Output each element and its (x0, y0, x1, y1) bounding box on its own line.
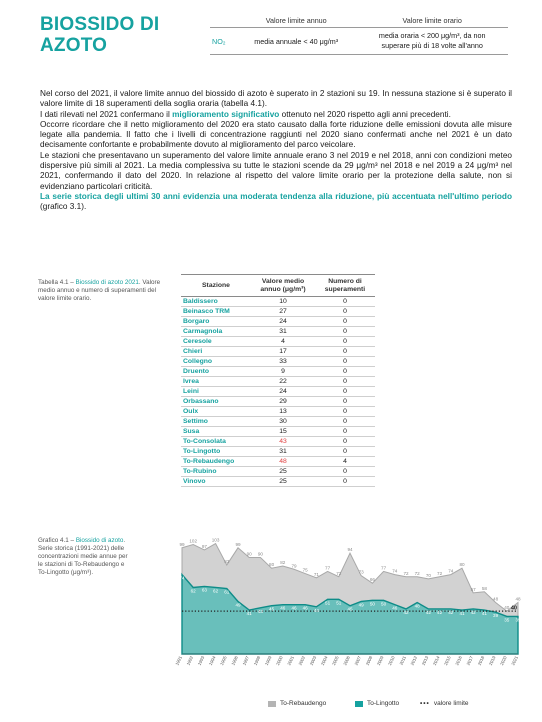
station-exceedances: 0 (315, 357, 375, 367)
lingotto-value-label: 45 (347, 606, 353, 612)
station-mean: 25 (251, 467, 315, 477)
legend-lingotto-swatch (355, 701, 363, 707)
paragraph-5-highlight: La serie storica degli ultimi 30 anni evidenzia una moderata tendenza alla riduzione, più accentuata nell'ultimo periodo (40, 191, 512, 201)
x-tick-label: 2014 (431, 655, 441, 667)
limit-label: 40 (510, 605, 517, 612)
lingotto-value-label: 39 (493, 613, 499, 619)
legend-limit-swatch: ••• (420, 700, 430, 707)
rebaudengo-value-label: 71 (313, 571, 319, 577)
paragraph-3: Occorre ricordare che il netto miglioramento del 2020 era stato causato dalla forte riduzione delle emissioni dovuta alle misure legate alla pandemia. Il fatto che i livelli di concentrazione raggiunti nel 2020 siano confermati anche nel 2021 è un dato decisamente confortante e probabilmente dovuto al miglioramento del parco veicolare. (40, 119, 512, 150)
station-mean: 31 (251, 327, 315, 337)
rebaudengo-value-label: 80 (269, 562, 275, 568)
x-tick-label: 2001 (286, 655, 295, 667)
station-exceedances: 0 (315, 447, 375, 457)
table-row (181, 477, 375, 487)
lingotto-value-label: 41 (481, 611, 487, 617)
station-name: Susa (181, 427, 251, 437)
station-mean: 4 (251, 337, 315, 347)
station-exceedances: 0 (315, 327, 375, 337)
legend-rebaudengo (268, 700, 326, 707)
station-mean: 25 (251, 477, 315, 487)
station-exceedances: 0 (315, 397, 375, 407)
table-row (181, 347, 375, 357)
station-name: Beinasco TRM (181, 307, 251, 317)
table-row (181, 437, 375, 447)
rebaudengo-value-label: 83 (224, 558, 230, 564)
rebaudengo-value-label: 82 (280, 560, 286, 566)
station-name: Carmagnola (181, 327, 251, 337)
body-text (40, 89, 512, 213)
lingotto-value-label: 49 (235, 602, 241, 608)
rebaudengo-value-label: 77 (381, 565, 387, 571)
paragraph-5 (40, 192, 512, 213)
table-row (181, 467, 375, 477)
station-exceedances: 0 (315, 427, 375, 437)
lingotto-value-label: 46 (302, 605, 308, 611)
station-name: To-Consolata (181, 437, 251, 447)
paragraph-4: Le stazioni che presentavano un superamento del valore limite annuale erano 3 nel 2019 e nel 2018, anni con condizioni meteo dispersive più simili al 2021. La media complessiva su tutte le stazioni scende da 29 μg/m³ nel 2018 e nel 2019 a 24 μg/m³ nel 2021, confermando il dato del 2020. In relazione al rispetto del valore limite orario per la protezione della salute, non si evidenziano particolari criticità. (40, 150, 512, 191)
rebaudengo-value-label: 94 (347, 547, 353, 553)
chart-caption (38, 537, 130, 577)
chart-legend (268, 700, 508, 712)
x-tick-label: 1997 (241, 655, 251, 667)
limits-hourly-line-1: media oraria < 200 μg/m³, da non (378, 31, 486, 40)
col-exceedances (315, 275, 375, 297)
station-exceedances: 0 (315, 317, 375, 327)
x-tick-label: 1992 (185, 655, 195, 667)
limits-pollutant: NO₂ (210, 28, 236, 55)
table-row (181, 387, 375, 397)
station-exceedances: 0 (315, 307, 375, 317)
stations-table (181, 274, 375, 487)
col-exc-line-1: Numero di (328, 277, 362, 285)
station-mean: 10 (251, 297, 315, 307)
legend-rebaudengo-swatch (268, 701, 276, 707)
paragraph-2 (40, 110, 512, 120)
limits-header-hourly: Valore limite orario (356, 14, 508, 28)
lingotto-value-label: 62 (213, 588, 219, 594)
table-row (181, 357, 375, 367)
rebaudengo-value-label: 75 (302, 567, 308, 573)
station-exceedances: 0 (315, 467, 375, 477)
rebaudengo-value-label: 40 (504, 605, 510, 611)
x-tick-label: 2005 (331, 655, 340, 667)
col-mean (251, 275, 315, 297)
lingotto-value-label: 62 (190, 588, 196, 594)
legend-limit (420, 700, 469, 707)
station-name: Ceresole (181, 337, 251, 347)
table-row (181, 377, 375, 387)
chart-caption-accent: Biossido di azoto (75, 537, 124, 544)
x-tick-label: 2018 (476, 655, 486, 667)
station-mean: 24 (251, 317, 315, 327)
lingotto-value-label: 42 (470, 609, 476, 615)
page-title: BIOSSIDO DI AZOTO (40, 14, 160, 56)
lingotto-value-label: 42 (437, 609, 443, 615)
rebaudengo-value-label: 90 (257, 551, 263, 557)
rebaudengo-value-label: 72 (403, 570, 409, 576)
station-mean: 43 (251, 437, 315, 447)
x-tick-label: 2006 (342, 655, 351, 667)
chart-caption-label: Grafico 4.1 – (38, 537, 76, 544)
x-tick-label: 2003 (308, 655, 318, 667)
stations-table-body (181, 297, 375, 487)
lingotto-value-label: 42 (448, 609, 454, 615)
station-name: Leini (181, 387, 251, 397)
col-mean-line-2: annuo (μg/m³) (260, 285, 306, 293)
x-tick-label: 2019 (487, 655, 497, 667)
x-tick-label: 2021 (510, 655, 519, 667)
table-caption-text: . Valore medio annuo e numero di superamenti del valore limite orario. (38, 279, 161, 302)
lingotto-value-label: 41 (246, 611, 252, 617)
station-mean: 13 (251, 407, 315, 417)
lingotto-value-label: 46 (392, 605, 398, 611)
station-mean: 15 (251, 427, 315, 437)
lingotto-value-label: 35 (515, 617, 521, 623)
x-tick-label: 1993 (196, 655, 206, 667)
col-station: Stazione (181, 275, 251, 297)
station-exceedances: 0 (315, 387, 375, 397)
lingotto-value-label: 63 (201, 587, 207, 593)
station-name: Borgaro (181, 317, 251, 327)
station-mean: 9 (251, 367, 315, 377)
station-exceedances: 0 (315, 417, 375, 427)
lingotto-value-label: 46 (280, 605, 286, 611)
rebaudengo-value-label: 79 (291, 563, 297, 569)
x-tick-label: 2013 (420, 655, 430, 667)
lingotto-value-label: 51 (325, 600, 331, 606)
rebaudengo-value-label: 73 (358, 569, 364, 575)
station-name: Orbassano (181, 397, 251, 407)
lingotto-value-label: 44 (313, 607, 319, 613)
x-tick-label: 1996 (230, 655, 239, 667)
lingotto-value-label: 42 (425, 609, 431, 615)
x-tick-label: 2012 (409, 655, 419, 667)
rebaudengo-value-label: 99 (179, 541, 185, 547)
station-mean: 30 (251, 417, 315, 427)
table-row (181, 427, 375, 437)
station-name: Settimo (181, 417, 251, 427)
lingotto-value-label: 45 (269, 606, 275, 612)
station-name: To-Lingotto (181, 447, 251, 457)
chart-caption-text: . Serie storica (1991-2021) delle concentrazioni medie annue per le stazioni di To-Rebaudengo e To-Lingotto (μg/m³). (38, 537, 128, 576)
lingotto-value-label: 42 (403, 609, 409, 615)
rebaudengo-value-label: 77 (325, 565, 331, 571)
rebaudengo-value-label: 97 (201, 543, 207, 549)
station-mean: 24 (251, 387, 315, 397)
station-exceedances: 0 (315, 367, 375, 377)
lingotto-value-label: 51 (336, 600, 342, 606)
x-tick-label: 1998 (252, 655, 262, 667)
lingotto-value-label: 50 (381, 601, 387, 607)
x-tick-label: 2015 (443, 655, 452, 667)
station-mean: 22 (251, 377, 315, 387)
x-tick-label: 1999 (263, 655, 273, 667)
table-row (181, 397, 375, 407)
lingotto-value-label: 43 (257, 608, 263, 614)
x-tick-label: 2017 (465, 655, 475, 667)
station-name: Baldissero (181, 297, 251, 307)
table-row (181, 447, 375, 457)
x-tick-label: 2000 (275, 655, 284, 667)
lingotto-value-label: 61 (224, 589, 230, 595)
rebaudengo-value-label: 74 (448, 568, 454, 574)
station-exceedances: 0 (315, 437, 375, 447)
table-row (181, 307, 375, 317)
station-exceedances: 0 (315, 407, 375, 417)
x-tick-label: 1994 (207, 655, 217, 667)
lingotto-value-label: 35 (504, 617, 510, 623)
station-exceedances: 0 (315, 337, 375, 347)
rebaudengo-value-label: 72 (414, 570, 420, 576)
col-exc-line-2: superamenti (324, 285, 366, 293)
x-tick-label: 2008 (364, 655, 374, 667)
lingotto-value-label: 74 (179, 575, 185, 581)
lingotto-value-label: 46 (291, 605, 297, 611)
station-exceedances: 0 (315, 297, 375, 307)
no2-history-chart (174, 534, 522, 684)
x-tick-label: 2009 (375, 655, 385, 667)
x-tick-label: 2007 (353, 655, 363, 667)
station-name: Vinovo (181, 477, 251, 487)
rebaudengo-value-label: 99 (235, 541, 241, 547)
table-row (181, 457, 375, 467)
limits-header-annual: Valore limite annuo (236, 14, 356, 28)
station-name: Chieri (181, 347, 251, 357)
table-row (181, 317, 375, 327)
table-row (181, 367, 375, 377)
legend-limit-label: valore limite (433, 700, 469, 707)
rebaudengo-value-label: 48 (493, 596, 499, 602)
limits-hourly-line-2: superare più di 18 volte all'anno (381, 41, 483, 50)
table-row (181, 407, 375, 417)
station-name: Collegno (181, 357, 251, 367)
station-name: Druento (181, 367, 251, 377)
rebaudengo-value-label: 66 (369, 577, 375, 583)
x-tick-label: 2016 (454, 655, 463, 667)
lingotto-value-label: 50 (369, 601, 375, 607)
rebaudengo-value-label: 80 (459, 562, 465, 568)
legend-lingotto (355, 700, 399, 707)
station-exceedances: 0 (315, 347, 375, 357)
rebaudengo-value-label: 102 (189, 538, 198, 544)
x-tick-label: 2011 (398, 655, 407, 666)
table-caption-accent: Biossido di azoto 2021 (75, 279, 139, 286)
x-tick-label: 2010 (387, 655, 396, 667)
station-mean: 17 (251, 347, 315, 357)
rebaudengo-value-label: 48 (515, 596, 521, 602)
rebaudengo-value-label: 70 (425, 572, 431, 578)
x-tick-label: 2002 (297, 655, 307, 667)
rebaudengo-value-label: 103 (211, 537, 220, 543)
station-mean: 33 (251, 357, 315, 367)
station-mean: 29 (251, 397, 315, 407)
station-exceedances: 0 (315, 477, 375, 487)
paragraph-5b: (grafico 3.1). (40, 202, 87, 212)
table-caption (38, 279, 168, 303)
lingotto-value-label: 49 (358, 602, 364, 608)
station-name: To-Rubino (181, 467, 251, 477)
lingotto-value-label: 41 (459, 611, 465, 617)
paragraph-1: Nel corso del 2021, il valore limite annuo del biossido di azoto è superato in 2 stazioni su 19. In nessuna stazione si è superato il valore limite di 18 superamenti della soglia oraria (tabella 4.1). (40, 89, 512, 109)
paragraph-2a: I dati rilevati nel 2021 confermano il (40, 109, 173, 119)
paragraph-2c: ottenuto nel 2020 rispetto agli anni precedenti. (279, 109, 451, 119)
station-name: To-Rebaudengo (181, 457, 251, 467)
station-mean: 31 (251, 447, 315, 457)
limits-header-blank (210, 14, 236, 28)
legend-rebaudengo-label: To-Rebaudengo (280, 700, 327, 707)
col-mean-line-1: Valore medio (261, 277, 305, 285)
paragraph-2-highlight: miglioramento significativo (172, 109, 280, 119)
rebaudengo-value-label: 72 (336, 570, 342, 576)
x-tick-label: 1991 (174, 655, 183, 667)
station-exceedances: 4 (315, 457, 375, 467)
rebaudengo-value-label: 74 (392, 568, 398, 574)
rebaudengo-value-label: 58 (481, 585, 487, 591)
legend-lingotto-label: To-Lingotto (367, 700, 400, 707)
x-tick-label: 1995 (219, 655, 228, 667)
rebaudengo-value-label: 57 (470, 586, 476, 592)
table-row (181, 417, 375, 427)
station-exceedances: 0 (315, 377, 375, 387)
table-row (181, 327, 375, 337)
limits-hourly-value (356, 28, 508, 55)
x-tick-label: 2020 (499, 655, 508, 667)
table-row (181, 297, 375, 307)
limits-annual-value: media annuale < 40 μg/m³ (236, 28, 356, 55)
x-tick-label: 2004 (319, 655, 329, 667)
station-name: Oulx (181, 407, 251, 417)
table-row (181, 337, 375, 347)
station-mean: 27 (251, 307, 315, 317)
lingotto-value-label: 48 (414, 603, 420, 609)
rebaudengo-value-label: 72 (437, 570, 443, 576)
rebaudengo-value-label: 90 (246, 551, 252, 557)
table-caption-label: Tabella 4.1 – (38, 279, 76, 286)
station-name: Ivrea (181, 377, 251, 387)
station-mean: 48 (251, 457, 315, 467)
limits-table (210, 14, 508, 55)
